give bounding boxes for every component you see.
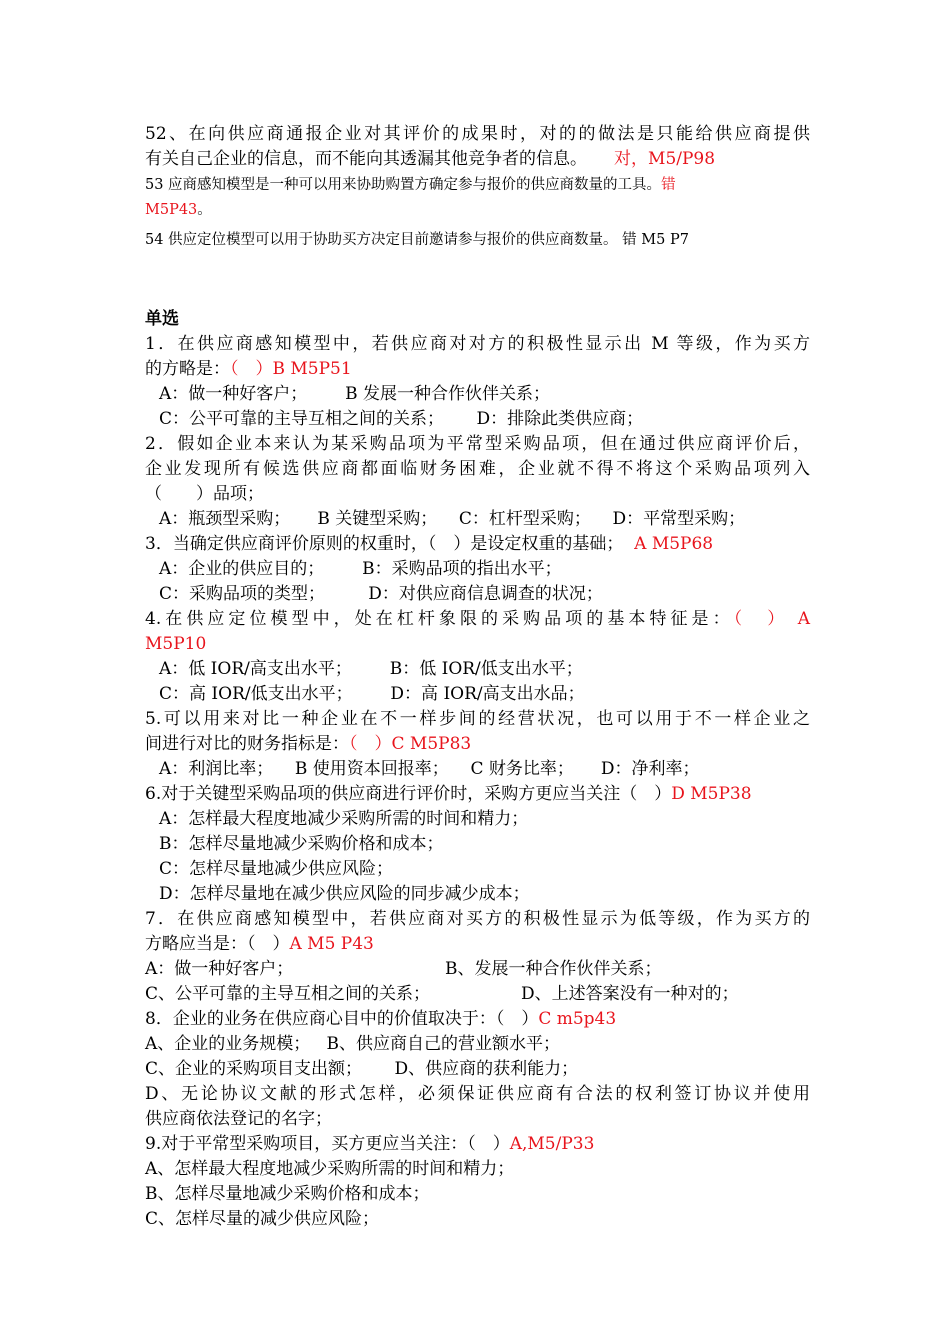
q52-line2: 有关自己企业的信息，而不能向其透漏其他竞争者的信息。 对，M5/P98 [145, 149, 716, 169]
q9-option-b: B、怎样尽量地减少采购价格和成本； [145, 1184, 430, 1204]
q8-extra-line2: 供应商依法登记的名字； [145, 1109, 332, 1129]
q4-line1: 4.在供应定位模型中，处在杠杆象限的采购品项的基本特征是：（ ） A [145, 609, 811, 629]
q3-options-cd: C：采购品项的类型； D：对供应商信息调查的状况； [159, 584, 603, 604]
q8-extra-line1: D、无论协议文献的形式怎样，必须保证供应商有合法的权利签订协议并使用 [145, 1084, 810, 1104]
q5-options: A：利润比率； B 使用资本回报率； C 财务比率； D：净利率； [159, 759, 700, 779]
q2-line2: 企业发现所有候选供应商都面临财务困难，企业就不得不将这个采购品项列入 [145, 459, 810, 479]
q8-line1: 8．企业的业务在供应商心目中的价值取决于：（ ）C m5p43 [145, 1009, 617, 1029]
q53-answer: 错 [661, 177, 676, 193]
q1-options-ab: A：做一种好客户； B 发展一种合作伙伴关系； [159, 384, 551, 404]
q8-answer: C m5p43 [538, 1009, 617, 1029]
q5-line1: 5.可以用来对比一种企业在不一样步间的经营状况，也可以用于不一样企业之 [145, 709, 810, 729]
q9-line1: 9.对于平常型采购项目，买方更应当关注：（ ）A,M5/P33 [145, 1134, 595, 1154]
q53-line2: M5P43。 [145, 202, 212, 218]
q6-line1: 6.对于关键型采购品项的供应商进行评价时，采购方更应当关注（ ）D M5P38 [145, 784, 752, 804]
section-title: 单选 [145, 309, 179, 329]
q9-answer: A,M5/P33 [509, 1134, 595, 1154]
q7-line2: 方略应当是：（ ）A M5 P43 [145, 934, 374, 954]
q52-line1: 52、在向供应商通报企业对其评价的成果时，对的的做法是只能给供应商提供 [145, 124, 810, 144]
q8-options-ab: A、企业的业务规模； B、供应商自己的营业额水平； [145, 1034, 560, 1054]
q4-options-ab: A：低 IOR/高支出水平； B：低 IOR/低支出水平； [159, 659, 583, 679]
q7-line1: 7．在供应商感知模型中，若供应商对买方的积极性显示为低等级，作为买方的 [145, 909, 810, 929]
q3-answer: A M5P68 [634, 534, 714, 554]
q1-line1: 1．在供应商感知模型中，若供应商对对方的积极性显示出 M 等级，作为买方 [145, 334, 810, 354]
q3-line1: 3．当确定供应商评价原则的权重时，（ ）是设定权重的基础； A M5P68 [145, 534, 714, 554]
q8-options-cd: C、企业的采购项目支出额； D、供应商的获利能力； [145, 1059, 579, 1079]
q1-line2: 的方略是：（ ）B M5P51 [145, 359, 352, 379]
q7-answer: A M5 P43 [289, 934, 374, 954]
q2-line1: 2．假如企业本来认为某采购品项为平常型采购品项，但在通过供应商评价后， [145, 434, 810, 454]
q2-line3: （ ）品项； [145, 484, 264, 504]
q6-option-a: A：怎样最大程度地减少采购所需的时间和精力； [159, 809, 529, 829]
q4-line2: M5P10 [145, 634, 207, 654]
q7-options-ab: A：做一种好客户； B、发展一种合作伙伴关系； [145, 959, 662, 979]
q52-answer: 对，M5/P98 [614, 149, 716, 169]
q1-options-cd: C：公平可靠的主导互相之间的关系； D：排除此类供应商； [159, 409, 644, 429]
q6-option-b: B：怎样尽量地减少采购价格和成本； [159, 834, 444, 854]
q2-options: A：瓶颈型采购； B 关键型采购； C：杠杆型采购； D：平常型采购； [159, 509, 746, 529]
q7-options-cd: C、公平可靠的主导互相之间的关系； D、上述答案没有一种对的； [145, 984, 739, 1004]
q5-line2: 间进行对比的财务指标是：（ ）C M5P83 [145, 734, 472, 754]
document-body [145, 122, 810, 1232]
q53-line1: 53 应商感知模型是一种可以用来协助购置方确定参与报价的供应商数量的工具。错 [145, 177, 676, 193]
q6-option-d: D：怎样尽量地在减少供应风险的同步减少成本； [159, 884, 530, 904]
q3-options-ab: A：企业的供应目的； B：采购品项的指出水平； [159, 559, 562, 579]
spacer [145, 259, 810, 307]
q9-option-a: A、怎样最大程度地减少采购所需的时间和精力； [145, 1159, 515, 1179]
q6-option-c: C：怎样尽量地减少供应风险； [159, 859, 394, 879]
q54-line: 54 供应定位模型可以用于协助买方决定目前邀请参与报价的供应商数量。 错 M5 P7 [145, 232, 689, 248]
q6-answer: D M5P38 [671, 784, 752, 804]
q4-answer: （ ） A [733, 609, 811, 629]
q9-option-c: C、怎样尽量的减少供应风险； [145, 1209, 380, 1229]
q5-answer: （ ）C M5P83 [349, 734, 472, 754]
q4-options-cd: C：高 IOR/低支出水平； D：高 IOR/高支出水品； [159, 684, 585, 704]
q1-answer: （ ）B M5P51 [230, 359, 352, 379]
